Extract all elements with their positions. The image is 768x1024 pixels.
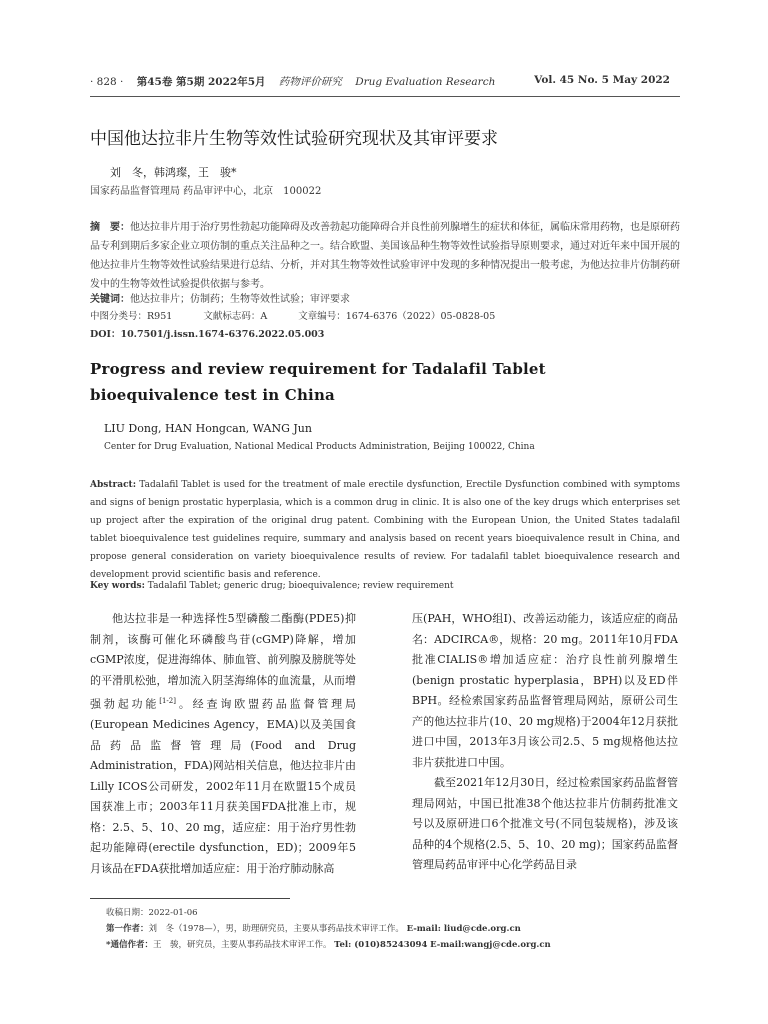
- article-number: 文章编号：1674-6376（2022）05-0828-05: [298, 311, 496, 322]
- page-number: · 828 ·: [90, 76, 124, 88]
- abstract-en: [90, 476, 680, 584]
- keywords-en-text: Tadalafil Tablet; generic drug; bioequivalence; review requirement: [147, 581, 454, 591]
- footnote-received: 收稿日期：2022-01-06: [106, 908, 198, 918]
- header-rule: [90, 96, 680, 97]
- journal-name-cn: 药物评价研究: [278, 76, 342, 88]
- keywords-en-label: Key words:: [90, 581, 145, 591]
- title-cn: 中国他达拉非片生物等效性试验研究现状及其审评要求: [90, 129, 498, 149]
- body-paragraph: 截至2021年12月30日，经过检索国家药品监督管理局网站，中国已批准38个他达拉非片仿制药批准文号以及原研进口6个批准文号(不同包装规格)，涉及该品种的4个规格(2.5、5、10、20 mg)；国家药品监督管理局药品审评中心化学药品目录: [412, 776, 678, 871]
- body-column-right: [412, 609, 678, 876]
- keywords-en: [90, 577, 680, 595]
- body-text: 他达拉非是一种选择性5型磷酸二酯酶(PDE5)抑制剂，该酶可催化环磷酸鸟苷(cGMP)降解，增加cGMP浓度，促进海绵体、肺血管、前列腺及膀胱等处的平滑肌松弛，增加流入阴茎海绵体的血流量，从而增强勃起功能: [90, 612, 356, 711]
- footnote-first-author: [106, 922, 521, 934]
- abstract-cn-text: 他达拉非片用于治疗男性勃起功能障碍及改善勃起功能障碍合并良性前列腺增生的症状和体征，属临床常用药物，也是原研药品专利到期后多家企业立项仿制的重点关注品种之一。结合欧盟、美国该品种生物等效性试验指导原则要求，通过对近年来中国开展的他达拉非片生物等效性试验结果进行总结、分析，并对其生物等效性试验审评中发现的多种情况提出一般考虑，为他达拉非片仿制药研发中的生物等效性试验提供依据与参考。: [90, 222, 680, 290]
- footnote-rule: [90, 898, 290, 899]
- abstract-cn: [90, 218, 680, 294]
- abstract-en-text: Tadalafil Tablet is used for the treatment of male erectile dysfunction, Erectile Dysfunction combined with symptoms and signs of benign prostatic hyperplasia, which is a common drug in clinic. It is also one of the key drugs which enterprises set up project after the expiration of the original drug patent. Combining with the European Union, the United States tadalafil tablet bioequivalence test guidelines require, summary and analysis based on recent years bioequivalence result in China, and propose general consideration on variety bioequivalence results of review. For tadalafil tablet bioequivalence research and development provid scientific basis and reference.: [90, 480, 680, 580]
- keywords-cn: [90, 290, 680, 309]
- issue-en: Vol. 45 No. 5 May 2022: [534, 74, 670, 86]
- running-header: [90, 74, 680, 89]
- body-text: 。经查询欧盟药品监督管理局(European Medicines Agency，EMA)以及美国食品药品监督管理局(Food and Drug Administration，FDA)网站相关信息，他达拉非片由Lilly ICOS公司研发，2002年11月在欧盟15个成员国获准上市；2003年11月获美国FDA批准上市，规格：2.5、5、10、20 mg，适应症：用于治疗男性勃起功能障碍(erectile dysfunction，ED)；2009年5月该品在FDA获批增加适应症：用于治疗肺动脉高: [90, 697, 357, 875]
- authors-cn: 刘 冬，韩鸿璨，王 骏*: [110, 166, 237, 179]
- first-author-text: 刘 冬（1978—），男，助理研究员，主要从事药品技术审评工作。: [148, 924, 404, 934]
- classification-line: [90, 308, 523, 322]
- body-paragraph: [90, 609, 356, 879]
- keywords-cn-text: 他达拉非片；仿制药；生物等效性试验；审评要求: [130, 294, 350, 305]
- journal-name-en: Drug Evaluation Research: [355, 76, 496, 88]
- body-column-left: [90, 609, 356, 879]
- document-code: 文献标志码：A: [203, 311, 268, 322]
- corr-author-text: 王 骏，研究员，主要从事药品技术审评工作。: [152, 940, 332, 950]
- body-paragraph: 压(PAH，WHO组I)、改善运动能力，该适应症的商品名：ADCIRCA®，规格：20 mg。2011年10月FDA批准CIALIS®增加适应症：治疗良性前列腺增生(benign prostatic hyperplasia，BPH)以及ED伴BPH。经检索国家药品监督管理局网站，原研公司生产的他达拉非片(10、20 mg规格)于2004年12月获批进口中国，2013年3月该公司2.5、5 mg规格他达拉非片获批进口中国。: [412, 612, 678, 769]
- abstract-cn-label: 摘 要：: [90, 222, 130, 233]
- authors-en: LIU Dong, HAN Hongcan, WANG Jun: [104, 422, 312, 435]
- clc-number: 中图分类号：R951: [90, 311, 173, 322]
- corr-author-tel: Tel: (010)85243094: [334, 940, 428, 950]
- abstract-en-label: Abstract:: [90, 480, 137, 490]
- affiliation-en: Center for Drug Evaluation, National Medical Products Administration, Beijing 100022, China: [104, 442, 535, 452]
- affiliation-cn: 国家药品监督管理局 药品审评中心，北京 100022: [90, 186, 322, 197]
- title-en: Progress and review requirement for Tadalafil Tablet bioequivalence test in China: [90, 360, 546, 404]
- first-author-label: 第一作者：: [106, 924, 149, 934]
- footnote-corresponding-author: [106, 938, 551, 950]
- corr-author-label: *通信作者：: [106, 940, 153, 950]
- keywords-cn-label: 关键词：: [90, 294, 130, 305]
- citation: [1-2]: [159, 697, 176, 705]
- corr-author-email: E-mail:wangj@cde.org.cn: [430, 940, 551, 950]
- doi: DOI：10.7501/j.issn.1674-6376.2022.05.003: [90, 329, 325, 340]
- issue-cn: 第45卷 第5期 2022年5月: [136, 76, 266, 88]
- first-author-email: E-mail: liud@cde.org.cn: [406, 924, 521, 934]
